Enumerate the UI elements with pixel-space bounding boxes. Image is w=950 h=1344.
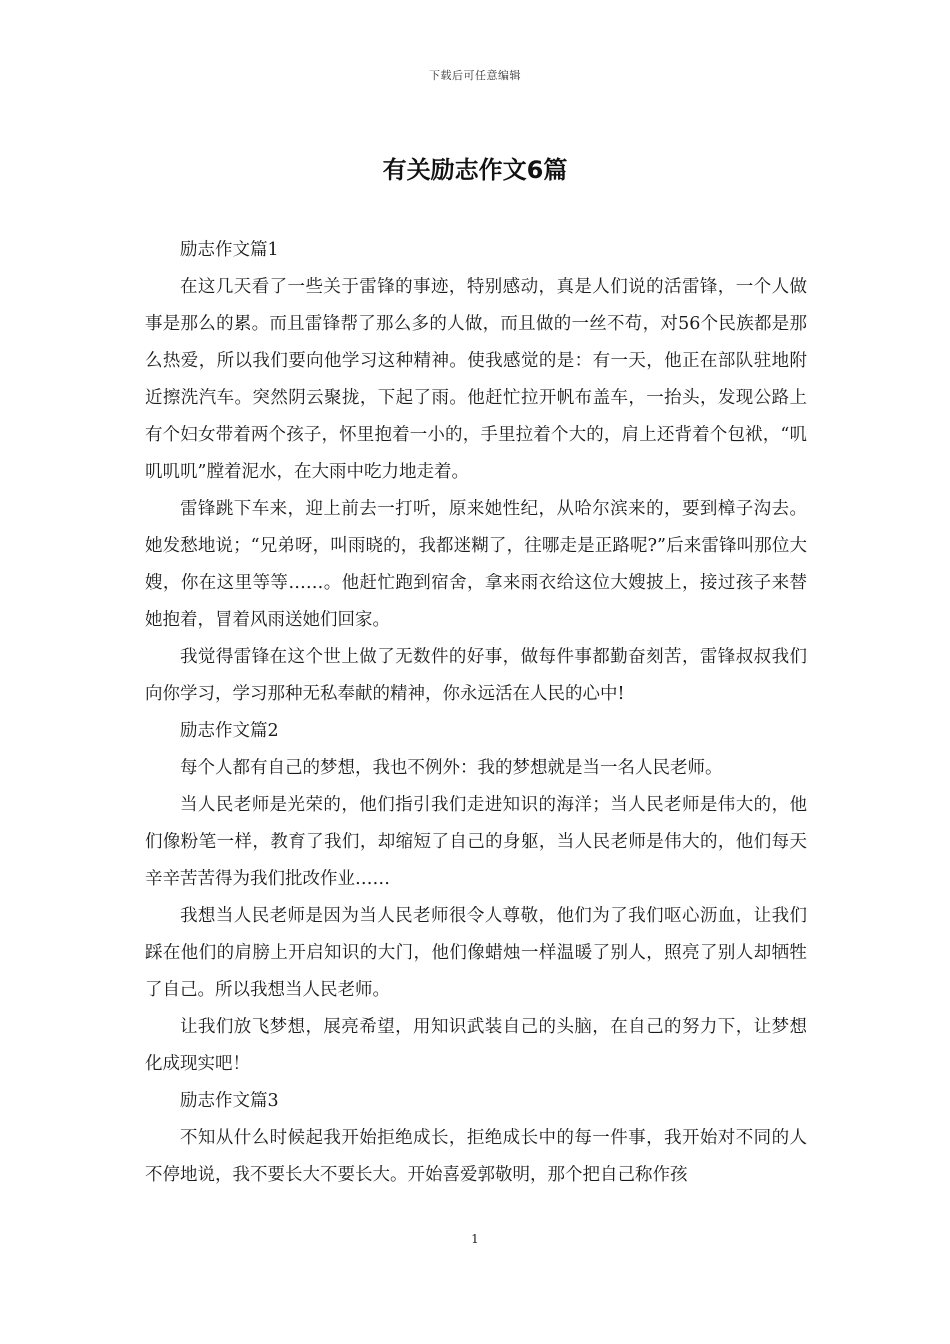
document-body bbox=[145, 232, 807, 1194]
paragraph: 雷锋跳下车来，迎上前去一打听，原来她性纪，从哈尔滨来的，要到樟子沟去。她发愁地说；“兄弟呀，叫雨晓的，我都迷糊了，往哪走是正路呢?”后来雷锋叫那位大嫂，你在这里等等……。他赶忙跑到宿舍，拿来雨衣给这位大嫂披上，接过孩子来替她抱着，冒着风雨送她们回家。 bbox=[145, 499, 807, 630]
document-title: 有关励志作文6篇 bbox=[382, 156, 568, 184]
paragraph: 每个人都有自己的梦想，我也不例外：我的梦想就是当一名人民老师。 bbox=[180, 758, 723, 778]
section-heading-1: 励志作文篇1 bbox=[180, 240, 279, 260]
paragraph: 我觉得雷锋在这个世上做了无数件的好事，做每件事都勤奋刻苦，雷锋叔叔我们向你学习，学习那种无私奉献的精神，你永远活在人民的心中! bbox=[145, 647, 807, 704]
header-note: 下载后可任意编辑 bbox=[429, 69, 521, 82]
page-number: 1 bbox=[471, 1232, 479, 1246]
paragraph: 我想当人民老师是因为当人民老师很令人尊敬，他们为了我们呕心沥血，让我们踩在他们的肩膀上开启知识的大门，他们像蜡烛一样温暖了别人，照亮了别人却牺牲了自己。所以我想当人民老师。 bbox=[145, 906, 807, 1000]
paragraph: 不知从什么时候起我开始拒绝成长，拒绝成长中的每一件事，我开始对不同的人不停地说，我不要长大不要长大。开始喜爱郭敬明，那个把自己称作孩 bbox=[145, 1128, 807, 1185]
section-heading-2: 励志作文篇2 bbox=[180, 721, 279, 741]
paragraph: 在这几天看了一些关于雷锋的事迹，特别感动，真是人们说的活雷锋，一个人做事是那么的累。而且雷锋帮了那么多的人做，而且做的一丝不苟，对56个民族都是那么热爱，所以我们要向他学习这种精神。使我感觉的是：有一天，他正在部队驻地附近擦洗汽车。突然阴云聚拢，下起了雨。他赶忙拉开帆布盖车，一抬头，发现公路上有个妇女带着两个孩子，怀里抱着一小的，手里拉着个大的，肩上还背着个包袱，“叽叽叽叽”膛着泥水，在大雨中吃力地走着。 bbox=[145, 277, 807, 482]
section-heading-3: 励志作文篇3 bbox=[180, 1091, 279, 1111]
paragraph: 当人民老师是光荣的，他们指引我们走进知识的海洋；当人民老师是伟大的，他们像粉笔一样，教育了我们，却缩短了自己的身躯，当人民老师是伟大的，他们每天辛辛苦苦得为我们批改作业…… bbox=[145, 795, 807, 889]
paragraph: 让我们放飞梦想，展亮希望，用知识武装自己的头脑，在自己的努力下，让梦想化成现实吧！ bbox=[145, 1017, 807, 1074]
